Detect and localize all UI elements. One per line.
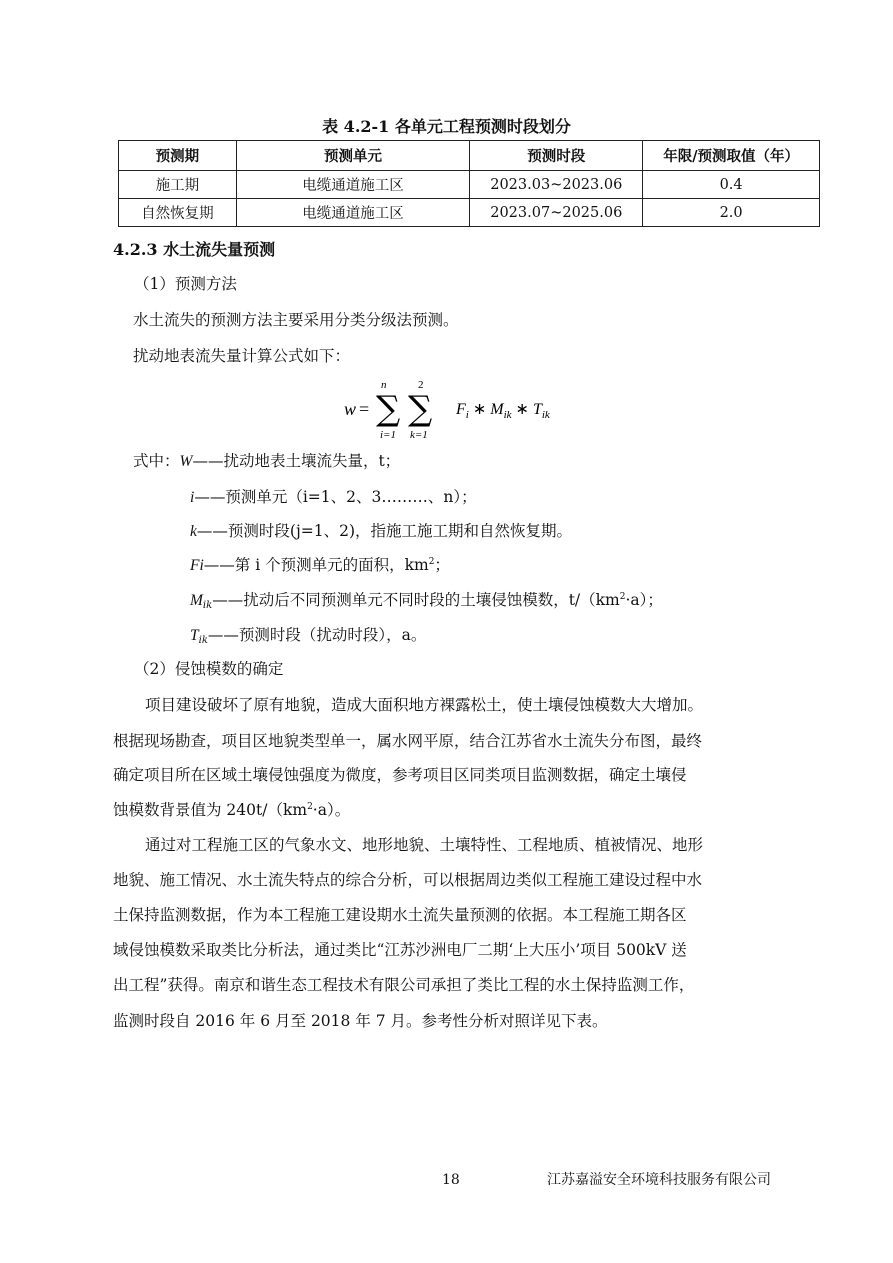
table-caption: 表 4.2-1 各单元工程预测时段划分 (322, 117, 571, 136)
sum1-upper: n (381, 380, 387, 391)
table-cell: 电缆通道施工区 (236, 171, 470, 199)
erosion-para2-line: 出工程”获得。南京和谐生态工程技术有限公司承担了类比工程的水土保持监测工作， (113, 976, 695, 994)
table-cell: 施工期 (119, 171, 237, 199)
table-cell: 2023.03~2023.06 (470, 171, 643, 199)
erosion-para1-line: 蚀模数背景值为 $240t/(km^2\cdot a)$。 (113, 801, 351, 819)
erosion-title: （2）侵蚀模数的确定 (134, 660, 284, 678)
sum1-sigma: ∑ (376, 389, 401, 429)
erosion-para2-line: 监测时段自 2016 年 6 月至 2018 年 7 月。参考性分析对照详见下表。 (113, 1012, 608, 1030)
table-header-cell: 预测时段 (470, 141, 643, 171)
formula-equals: = (359, 399, 370, 419)
erosion-formula (344, 380, 574, 442)
def-t: $T_{ik}——$预测时段（扰动时段），a。 (190, 626, 427, 646)
table-cell: 电缆通道施工区 (236, 199, 470, 227)
formula-rhs: $F_i$ ∗ $M_{ik}$ ∗ $T_{ik}$ (456, 401, 550, 421)
table-header-row (119, 141, 820, 171)
table-row (119, 199, 820, 227)
method-paragraph-2: 扰动地表流失量计算公式如下： (133, 347, 351, 365)
table-cell: 2.0 (643, 199, 820, 227)
def-m: $M_{ik}——$扰动后不同预测单元不同时段的土壤侵蚀模数，$t/(km^2\cdot a)$； (190, 591, 663, 611)
table-row (119, 171, 820, 199)
erosion-para2-line: 土保持监测数据，作为本工程施工建设期水土流失量预测的依据。本工程施工期各区 (113, 906, 687, 924)
def-k: k——预测时段(j=1、2)，指施工施工期和自然恢复期。 (190, 522, 573, 540)
def-i: i——预测单元（i=1、2、3………、n）； (190, 488, 477, 506)
formula-lhs: w (344, 399, 357, 419)
erosion-para1-line: 项目建设破坏了原有地貌，造成大面积地方裸露松土，使土壤侵蚀模数大大增加。 (145, 696, 704, 714)
table-cell: 0.4 (643, 171, 820, 199)
table-header-cell: 年限/预测取值（年） (643, 141, 820, 171)
erosion-para1-line: 确定项目所在区域土壤侵蚀强度为微度，参考项目区同类项目监测数据，确定土壤侵 (113, 766, 687, 784)
def-fi: Fi——第 i 个预测单元的面积，$km^2$； (190, 556, 450, 574)
sum2-upper: 2 (418, 380, 424, 391)
method-title: （1）预测方法 (134, 275, 237, 293)
erosion-para2-line: 地貌、施工情况、水土流失特点的综合分析，可以根据周边类似工程施工建设过程中水 (113, 871, 703, 889)
table-header-cell: 预测期 (119, 141, 237, 171)
section-heading: 4.2.3 水土流失量预测 (113, 240, 276, 259)
sum2-lower: k=1 (410, 429, 428, 441)
erosion-para2-line: 通过对工程施工区的气象水文、地形地貌、土壤特性、工程地质、植被情况、地形 (145, 836, 704, 854)
prediction-period-table (118, 140, 820, 227)
def-w: 式中：W——扰动地表土壤流失量，t； (133, 452, 401, 470)
company-name: 江苏嘉溢安全环境科技服务有限公司 (547, 1172, 771, 1188)
page-number: 18 (442, 1172, 460, 1188)
erosion-para1-line: 根据现场勘查，项目区地貌类型单一，属水网平原，结合江苏省水土流失分布图，最终 (113, 732, 703, 750)
table-cell: 2023.07~2025.06 (470, 199, 643, 227)
erosion-para2-line: 域侵蚀模数采取类比分析法，通过类比“江苏沙洲电厂二期‘上大压小’项目 500kV 送 (113, 941, 687, 959)
sum2-sigma: ∑ (408, 389, 433, 429)
sum1-lower: i=1 (380, 429, 396, 441)
method-paragraph-1: 水土流失的预测方法主要采用分类分级法预测。 (133, 311, 459, 329)
table-header-cell: 预测单元 (236, 141, 470, 171)
table-cell: 自然恢复期 (119, 199, 237, 227)
